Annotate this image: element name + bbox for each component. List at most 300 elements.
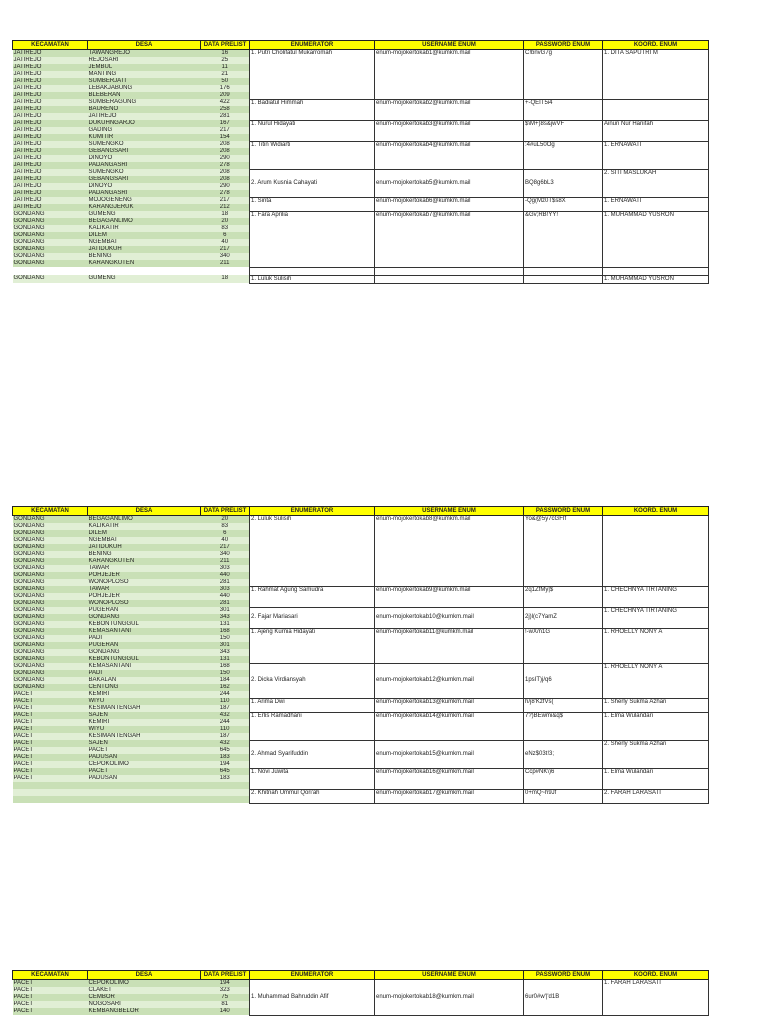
desa-cell: CENTONG [88,684,201,691]
username-cell: enum-mojokertokab6@kumkm.mail [375,197,524,211]
prelist-cell: 16 [201,50,250,58]
header-row [13,41,709,50]
enumerator-cell: 1. Novi Juwita [250,768,375,789]
enumerator-cell: 1. Fara Aprilia [250,211,375,267]
desa-cell: SUMBERJATI [88,78,201,85]
desa-cell: KARANGJERUK [88,204,201,211]
prelist-cell: 154 [201,134,250,141]
prelist-cell: 187 [201,733,250,740]
desa-cell: GUMENG [88,275,201,283]
enumerator-cell: 1. Luluk Sulisih [250,275,375,283]
enumerator-cell: 1. Nurul Hidayati [250,120,375,141]
prelist-cell: 150 [201,635,250,642]
koord-cell [603,99,709,120]
kecamatan-cell: PACET [13,768,88,775]
prelist-cell: 281 [201,600,250,607]
prelist-cell: 217 [201,127,250,134]
table-row [13,275,709,283]
prelist-cell: 645 [201,768,250,775]
prelist-cell: 187 [201,705,250,712]
sheet-page-2 [12,506,708,804]
kecamatan-cell: PACET [13,712,88,719]
prelist-cell: 212 [201,204,250,211]
desa-cell: SUMBERAGUNG [88,99,201,106]
table-row [13,607,709,614]
password-cell: eNz$03t!3; [524,740,603,768]
desa-cell: KUMITIR [88,134,201,141]
desa-cell [88,789,201,796]
desa-cell: BAURENO [88,106,201,113]
desa-cell: WIYU [88,698,201,705]
spacer-row [13,267,709,275]
prelist-cell: 183 [201,754,250,761]
kecamatan-cell: GONDANG [13,635,88,642]
prelist-cell: 184 [201,677,250,684]
prelist-cell: 432 [201,712,250,719]
prelist-cell: 303 [201,586,250,593]
kecamatan-cell: PACET [13,719,88,726]
kecamatan-cell: JATIREJO [13,141,88,148]
username-cell: enum-mojokertokab13@kumkm.mail [375,698,524,712]
prelist-cell: 83 [201,523,250,530]
prelist-cell: 131 [201,621,250,628]
kecamatan-cell: PACET [13,994,88,1001]
username-cell [375,275,524,283]
sheet-page-3 [12,970,708,1016]
table-row [13,980,709,988]
prelist-cell: 290 [201,155,250,162]
kecamatan-cell: GONDANG [13,579,88,586]
kecamatan-cell: GONDANG [13,558,88,565]
spacer-cell [13,267,250,275]
password-cell: 2j)l(c7YamZ [524,607,603,628]
desa-cell: GUMENG [88,211,201,218]
koord-cell: 1. CHECHNYA TIRTANING [603,607,709,628]
prelist-cell: 176 [201,85,250,92]
header-kecamatan: KECAMATAN [13,507,88,516]
kecamatan-cell: JATIREJO [13,197,88,204]
desa-cell: BEGAGANLIMO [88,516,201,524]
password-cell: -Qg(Mz0T$s8X [524,197,603,211]
desa-cell: REJOSARI [88,57,201,64]
desa-cell: POHJEJER [88,572,201,579]
kecamatan-cell: PACET [13,775,88,782]
desa-cell: KALIKATIR [88,523,201,530]
desa-cell [88,796,201,803]
kecamatan-cell: JATIREJO [13,78,88,85]
username-cell: enum-mojokertokab10@kumkm.mail [375,607,524,628]
header-enumerator: ENUMERATOR [250,971,375,980]
data-table [12,40,709,284]
prelist-cell: 281 [201,579,250,586]
prelist-cell: 83 [201,225,250,232]
prelist-cell: 194 [201,980,250,988]
koord-cell: 1. ERNAWATI [603,141,709,169]
desa-cell: KEMASANTANI [88,628,201,635]
kecamatan-cell: PACET [13,733,88,740]
data-table [12,970,709,1016]
kecamatan-cell: JATIREJO [13,85,88,92]
password-cell: C!bnvG7g [524,50,603,100]
kecamatan-cell: JATIREJO [13,204,88,211]
password-cell: h/j8'KzfVs( [524,698,603,712]
desa-cell: KARANGKUTEN [88,260,201,267]
enumerator-cell: 2. Dicka Virdiansyah [250,663,375,698]
kecamatan-cell: GONDANG [13,628,88,635]
kecamatan-cell: JATIREJO [13,113,88,120]
kecamatan-cell: PACET [13,987,88,994]
username-cell: enum-mojokertokab14@kumkm.mail [375,712,524,740]
prelist-cell: 301 [201,607,250,614]
kecamatan-cell: JATIREJO [13,106,88,113]
password-cell: 7?)BEwmi&q$ [524,712,603,740]
prelist-cell: 278 [201,162,250,169]
kecamatan-cell: GONDANG [13,218,88,225]
desa-cell: PADANGASRI [88,162,201,169]
username-cell: enum-mojokertokab12@kumkm.mail [375,663,524,698]
koord-cell: 1. RHOELLY NONY A [603,663,709,698]
kecamatan-cell: GONDANG [13,239,88,246]
header-koord: KOORD. ENUM [603,971,709,980]
header-username: USERNAME ENUM [375,971,524,980]
prelist-cell: 290 [201,183,250,190]
header-kecamatan: KECAMATAN [13,971,88,980]
desa-cell: KESIMANTENGAH [88,733,201,740]
kecamatan-cell: PACET [13,698,88,705]
desa-cell: PADANGASRI [88,190,201,197]
prelist-cell: 208 [201,169,250,176]
password-cell: $\M+)8s&jwVF [524,120,603,141]
password-cell: 0+mQ~h9Jf [524,789,603,803]
kecamatan-cell: GONDANG [13,684,88,691]
desa-cell: DILEM [88,530,201,537]
desa-cell: CEPOKOLIMO [88,761,201,768]
kecamatan-cell: PACET [13,761,88,768]
password-cell: :4#uL50Og [524,141,603,169]
kecamatan-cell: GONDANG [13,586,88,593]
prelist-cell: 140 [201,1008,250,1015]
desa-cell: PUGERAN [88,642,201,649]
password-cell: 1psIT)j/q6 [524,663,603,698]
username-cell: enum-mojokertokab3@kumkm.mail [375,120,524,141]
enumerator-cell: 1. Badiatul Himmah [250,99,375,120]
kecamatan-cell: GONDANG [13,232,88,239]
desa-cell: BAKALAN [88,677,201,684]
header-desa: DESA [88,971,201,980]
desa-cell: PADUSAN [88,754,201,761]
kecamatan-cell: GONDANG [13,537,88,544]
prelist-cell: 50 [201,78,250,85]
kecamatan-cell [13,782,88,789]
table-row [13,663,709,670]
table-row [13,197,709,204]
desa-cell: JEMBUL [88,64,201,71]
kecamatan-cell: GONDANG [13,565,88,572]
header-desa: DESA [88,507,201,516]
desa-cell: PACET [88,747,201,754]
desa-cell: SUMENGKO [88,141,201,148]
desa-cell: GADING [88,127,201,134]
prelist-cell: 6 [201,530,250,537]
kecamatan-cell: GONDANG [13,260,88,267]
prelist-cell: 208 [201,148,250,155]
desa-cell: GEBANGSARI [88,148,201,155]
prelist-cell [201,796,250,803]
desa-cell: NOGOSARI [88,1001,201,1008]
prelist-cell: 301 [201,642,250,649]
kecamatan-cell: GONDANG [13,572,88,579]
kecamatan-cell: GONDANG [13,246,88,253]
koord-cell: 1. ERNAWATI [603,197,709,211]
prelist-cell [201,789,250,796]
prelist-cell: 440 [201,593,250,600]
desa-cell [88,782,201,789]
prelist-cell: 20 [201,218,250,225]
koord-cell: 1. Elma Wulandari [603,768,709,789]
kecamatan-cell: PACET [13,747,88,754]
kecamatan-cell: JATIREJO [13,169,88,176]
kecamatan-cell: GONDANG [13,614,88,621]
prelist-cell: 25 [201,57,250,64]
kecamatan-cell: JATIREJO [13,127,88,134]
kecamatan-cell: JATIREJO [13,190,88,197]
kecamatan-cell: JATIREJO [13,120,88,127]
kecamatan-cell: JATIREJO [13,183,88,190]
prelist-cell: 75 [201,994,250,1001]
desa-cell: KESIMANTENGAH [88,705,201,712]
desa-cell: SAJEN [88,740,201,747]
header-password: PASSWORD ENUM [524,971,603,980]
desa-cell: PACET [88,768,201,775]
koord-cell: 1. DITA SAPUTRI M [603,50,709,100]
prelist-cell: 211 [201,558,250,565]
desa-cell: TAWAR [88,565,201,572]
header-kecamatan: KECAMATAN [13,41,88,50]
desa-cell: KEMBANGBELOR [88,1008,201,1015]
table-row [13,211,709,218]
desa-cell: NGEMBAT [88,239,201,246]
prelist-cell: 18 [201,275,250,283]
table-row [13,516,709,524]
username-cell: enum-mojokertokab5@kumkm.mail [375,169,524,197]
desa-cell: NGEMBAT [88,537,201,544]
kecamatan-cell [13,789,88,796]
desa-cell: MANTING [88,71,201,78]
table-row [13,789,709,796]
table-row [13,768,709,775]
password-cell: Ccp#NK\)6 [524,768,603,789]
prelist-cell: 217 [201,544,250,551]
desa-cell: CEMBOR [88,994,201,1001]
kecamatan-cell: PACET [13,1001,88,1008]
kecamatan-cell: GONDANG [13,523,88,530]
desa-cell: WONOPLOSO [88,579,201,586]
prelist-cell: 432 [201,740,250,747]
table-row [13,141,709,148]
kecamatan-cell: GONDANG [13,677,88,684]
kecamatan-cell: JATIREJO [13,176,88,183]
kecamatan-cell: JATIREJO [13,99,88,106]
header-data-prelist: DATA PRELIST [201,507,250,516]
kecamatan-cell: GONDANG [13,649,88,656]
desa-cell: CEPOKOLIMO [88,980,201,988]
prelist-cell: 40 [201,537,250,544]
prelist-cell: 20 [201,516,250,524]
table-row [13,628,709,635]
prelist-cell: 150 [201,670,250,677]
kecamatan-cell: JATIREJO [13,50,88,58]
desa-cell: KEMIRI [88,691,201,698]
password-cell: Yo&@5y7cGFIf [524,516,603,587]
prelist-cell: 131 [201,656,250,663]
header-data-prelist: DATA PRELIST [201,971,250,980]
koord-cell: 1. Sherly Sukma Azhari [603,698,709,712]
prelist-cell [201,782,250,789]
kecamatan-cell: GONDANG [13,663,88,670]
table-row [13,712,709,719]
enumerator-cell: 1. Arima Dwi [250,698,375,712]
desa-cell: LEBAKJABUNG [88,85,201,92]
prelist-cell: 110 [201,698,250,705]
desa-cell: KEBONTUNGGUL [88,656,201,663]
enumerator-cell: 1. Putri Cholifatul Mukarromah [250,50,375,100]
username-cell: enum-mojokertokab18@kumkm.mail [375,980,524,1016]
prelist-cell: 343 [201,649,250,656]
prelist-cell: 167 [201,120,250,127]
username-cell: enum-mojokertokab8@kumkm.mail [375,516,524,587]
prelist-cell: 208 [201,176,250,183]
enumerator-cell: 2. Ahmad Syarifuddin [250,740,375,768]
kecamatan-cell: GONDANG [13,516,88,524]
desa-cell: JATIREJO [88,113,201,120]
prelist-cell: 340 [201,551,250,558]
spacer-cell [250,267,375,275]
kecamatan-cell: JATIREJO [13,134,88,141]
desa-cell: GONDANG [88,614,201,621]
spacer-cell [375,267,524,275]
prelist-cell: 6 [201,232,250,239]
table-row [13,99,709,106]
prelist-cell: 281 [201,113,250,120]
kecamatan-cell: JATIREJO [13,148,88,155]
kecamatan-cell: JATIREJO [13,162,88,169]
table-row [13,50,709,58]
table-row [13,120,709,127]
desa-cell: JATIDUKUH [88,544,201,551]
desa-cell: BEGAGANLIMO [88,218,201,225]
enumerator-cell: 2. Fajar Mariasari [250,607,375,628]
kecamatan-cell: GONDANG [13,642,88,649]
koord-cell: 1. Elma Wulandari [603,712,709,740]
kecamatan-cell: GONDANG [13,275,88,283]
table-row [13,740,709,747]
desa-cell: DUKUHNGARJO [88,120,201,127]
desa-cell: KALIKATIR [88,225,201,232]
prelist-cell: 183 [201,775,250,782]
header-enumerator: ENUMERATOR [250,41,375,50]
enumerator-cell: 2. Arum Kusnia Cahayati [250,169,375,197]
koord-cell: 1. FARAH LARASATI [603,980,709,1016]
kecamatan-cell: GONDANG [13,607,88,614]
kecamatan-cell: PACET [13,980,88,988]
header-row [13,507,709,516]
desa-cell: SUMENGKO [88,169,201,176]
username-cell: enum-mojokertokab2@kumkm.mail [375,99,524,120]
prelist-cell: 209 [201,92,250,99]
koord-cell: 2. FARAH LARASATI [603,789,709,803]
password-cell: BQ8g6bL3 [524,169,603,197]
kecamatan-cell [13,796,88,803]
prelist-cell: 217 [201,246,250,253]
desa-cell: MOJOGENENG [88,197,201,204]
prelist-cell: 303 [201,565,250,572]
desa-cell: GEBANGSARI [88,176,201,183]
prelist-cell: 194 [201,761,250,768]
desa-cell: POHJEJER [88,593,201,600]
enumerator-cell: 1. Ajeng Kurnia Hidayati [250,628,375,663]
koord-cell: 2. SITI MASLUKAH [603,169,709,197]
kecamatan-cell: JATIREJO [13,155,88,162]
prelist-cell: 440 [201,572,250,579]
prelist-cell: 340 [201,253,250,260]
enumerator-cell: 1. Muhammad Bahruddin Afif [250,980,375,1016]
desa-cell: WIYU [88,726,201,733]
kecamatan-cell: PACET [13,726,88,733]
username-cell: enum-mojokertokab11@kumkm.mail [375,628,524,663]
kecamatan-cell: JATIREJO [13,57,88,64]
password-cell: +-QEIT5i4 [524,99,603,120]
header-password: PASSWORD ENUM [524,507,603,516]
kecamatan-cell: GONDANG [13,530,88,537]
koord-cell: 2. Sherly Sukma Azhari [603,740,709,768]
kecamatan-cell: GONDANG [13,670,88,677]
kecamatan-cell: GONDANG [13,600,88,607]
desa-cell: PADI [88,635,201,642]
desa-cell: KEMIRI [88,719,201,726]
desa-cell: KEMASANTANI [88,663,201,670]
desa-cell: DILEM [88,232,201,239]
prelist-cell: 18 [201,211,250,218]
kecamatan-cell: GONDANG [13,656,88,663]
prelist-cell: 422 [201,99,250,106]
password-cell: &Gv;RB!YY! [524,211,603,267]
header-row [13,971,709,980]
username-cell: enum-mojokertokab9@kumkm.mail [375,586,524,607]
koord-cell: Ainun Nur Hanifah [603,120,709,141]
prelist-cell: 217 [201,197,250,204]
data-table [12,506,709,804]
koord-cell: 1. CHECHNYA TIRTANING [603,586,709,607]
header-username: USERNAME ENUM [375,41,524,50]
prelist-cell: 21 [201,71,250,78]
spacer-cell [524,267,603,275]
koord-cell: 1. RHOELLY NONY A [603,628,709,663]
desa-cell: TAWANGREJO [88,50,201,58]
prelist-cell: 244 [201,691,250,698]
prelist-cell: 211 [201,260,250,267]
password-cell: !-wX/n1G [524,628,603,663]
header-data-prelist: DATA PRELIST [201,41,250,50]
enumerator-cell: 2. Khitnah Ummul Qori'ah [250,789,375,803]
username-cell: enum-mojokertokab1@kumkm.mail [375,50,524,100]
kecamatan-cell: PACET [13,754,88,761]
password-cell: 2q1ZfMy|$ [524,586,603,607]
prelist-cell: 81 [201,1001,250,1008]
desa-cell: DINOYO [88,155,201,162]
prelist-cell: 168 [201,628,250,635]
header-enumerator: ENUMERATOR [250,507,375,516]
desa-cell: BENING [88,253,201,260]
